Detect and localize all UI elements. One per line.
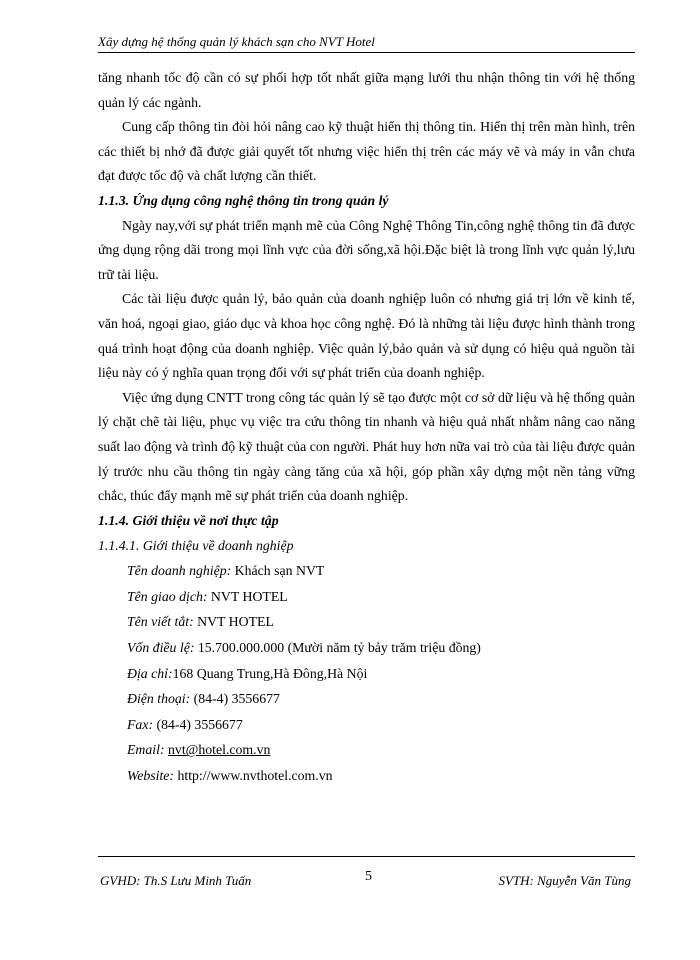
subsection-heading-1-1-4-1: 1.1.4.1. Giới thiệu về doanh nghiệp	[98, 538, 294, 554]
paragraph-it-development: Ngày nay,với sự phát triển mạnh mẽ của Công Nghệ Thông Tin,công nghệ thông tin đã được ứng dụng rộng dãi trong mọi lĩnh vực của đời sống,xã hội.Đặc biệt là trong lĩnh vực quản lý,lưu trữ tài liệu.	[98, 217, 635, 282]
capital-row: Vốn điều lệ: 15.700.000.000 (Mười năm tỷ bảy trăm triệu đồng)	[127, 640, 481, 656]
paragraph-document-value: Các tài liệu được quản lý, bảo quản của doanh nghiệp luôn có nhưng giá trị lớn về kinh tế, văn hoá, ngoại giao, giáo dục và khoa học công nghệ. Đó là những tài liệu được hình thành trong quá trình hoạt động của doanh nghiệp. Việc quản lý,bảo quản và sử dụng có hiệu quả nguồn tài liệu này có ý nghĩa quan trọng đối với sự phát triển của doanh nghiệp.	[98, 291, 635, 381]
website-row: Website: http://www.nvthotel.com.vn	[127, 768, 333, 784]
page-header	[98, 34, 638, 53]
page-number: 5	[365, 869, 372, 884]
footer-student: SVTH: Nguyễn Văn Tùng	[498, 873, 631, 888]
section-heading-1-1-4: 1.1.4. Giới thiệu về nơi thực tập	[98, 512, 279, 528]
trade-name-row: Tên giao dịch: NVT HOTEL	[127, 588, 288, 604]
email-row: Email: nvt@hotel.com.vn	[127, 742, 271, 758]
footer-advisor: GVHD: Th.S Lưu Minh Tuấn	[100, 873, 252, 888]
page-body	[98, 66, 635, 789]
short-name-row: Tên viết tắt: NVT HOTEL	[127, 614, 274, 630]
section-heading-1-1-3: 1.1.3. Ứng dụng công nghệ thông tin trong quản lý	[98, 192, 389, 208]
paragraph-continuation: tăng nhanh tốc độ cần có sự phối hợp tốt nhất giữa mạng lưới thu nhận thông tin với hệ thống quản lý các ngành.	[98, 70, 635, 110]
website-link[interactable]: http://www.nvthotel.com.vn	[174, 768, 333, 784]
paragraph-display-info: Cung cấp thông tin đòi hỏi nâng cao kỹ thuật hiển thị thông tin. Hiển thị trên màn hình, trên các thiết bị nhớ đã được giải quyết tốt nhưng việc hiển thị trên các máy vẽ và máy in vẫn chưa đạt được tốc độ và chất lượng cần thiết.	[98, 119, 635, 184]
fax-row: Fax: (84-4) 3556677	[127, 716, 243, 732]
phone-row: Điện thoại: (84-4) 3556677	[127, 691, 280, 707]
email-link[interactable]: nvt@hotel.com.vn	[168, 742, 271, 758]
paragraph-it-application: Việc ứng dụng CNTT trong công tác quản lý sẽ tạo được một cơ sở dữ liệu và hệ thống quản lý chặt chẽ tài liệu, phục vụ việc tra cứu thông tin nhanh và hiệu quả nhất nhằm nâng cao năng suất lao động và trình độ kỹ thuật của con người. Phát huy hơn nữa vai trò của tài liệu được quản lý trước nhu cầu thông tin ngày càng tăng của xã hội, góp phần xây dựng một nền tảng vững chắc, thúc đẩy mạnh mẽ sự phát triển của doanh nghiệp.	[98, 389, 635, 504]
company-name-row: Tên doanh nghiệp: Khách sạn NVT	[127, 563, 325, 579]
document-title: Xây dựng hệ thống quản lý khách sạn cho NVT Hotel	[98, 34, 635, 53]
page-footer	[98, 856, 635, 893]
company-info-list	[98, 558, 635, 788]
address-row: Địa chỉ:168 Quang Trung,Hà Đông,Hà Nội	[127, 665, 368, 681]
